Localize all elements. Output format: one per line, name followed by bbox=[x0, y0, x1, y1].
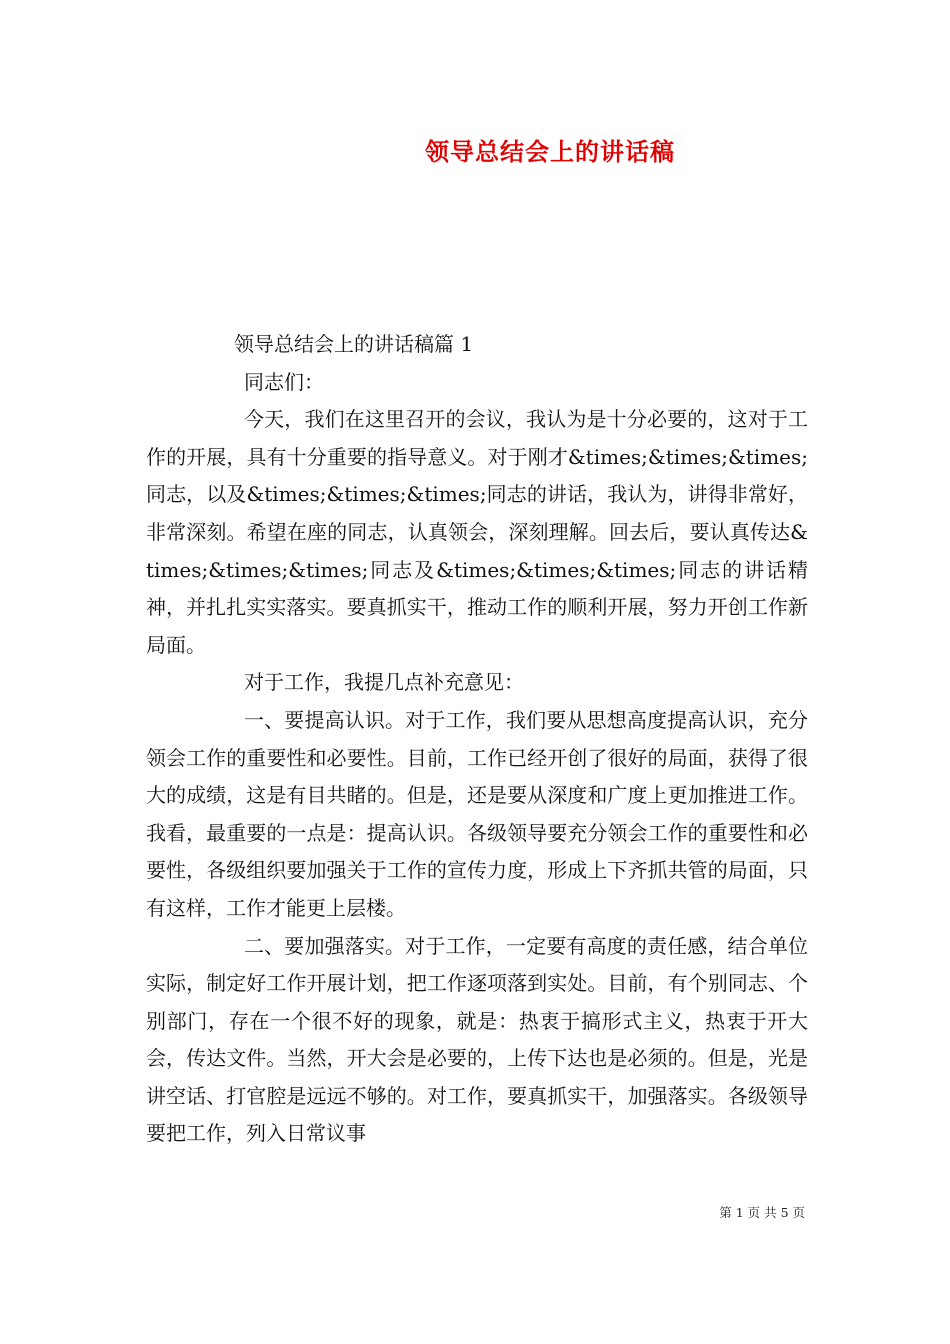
document-body bbox=[146, 326, 808, 1153]
paragraph-point-one: 一、要提高认识。对于工作，我们要从思想高度提高认识，充分领会工作的重要性和必要性。目前，工作已经开创了很好的局面，获得了很大的成绩，这是有目共睹的。但是，还是要从深度和广度上更加推进工作。我看，最重要的一点是：提高认识。各级领导要充分领会工作的重要性和必要性，各级组织要加强关于工作的宣传力度，形成上下齐抓共管的局面，只有这样，工作才能更上层楼。 bbox=[146, 707, 808, 920]
page-number: 第 1 页 共 5 页 bbox=[719, 1205, 805, 1220]
document-title: 领导总结会上的讲话稿 bbox=[425, 137, 675, 166]
paragraph-point-two: 二、要加强落实。对于工作，一定要有高度的责任感，结合单位实际，制定好工作开展计划，把工作逐项落到实处。目前，有个别同志、个别部门，存在一个很不好的现象，就是：热衷于搞形式主义，热衷于开大会，传达文件。当然，开大会是必要的，上传下达也是必须的。但是，光是讲空话、打官腔是远远不够的。对工作，要真抓实干，加强落实。各级领导要把工作，列入日常议事 bbox=[146, 933, 808, 1146]
paragraph-intro-points: 对于工作，我提几点补充意见： bbox=[244, 670, 524, 695]
paragraph-opening: 今天，我们在这里召开的会议，我认为是十分必要的，这对于工作的开展，具有十分重要的指导意义。对于刚才&times;&times;&times;同志，以及&times;&times;&times;同志的讲话，我认为，讲得非常好，非常深刻。希望在座的同志，认真领会，深刻理解。回去后，要认真传达&times;&times;&times;同志及&times;&times;&times;同志的讲话精神，并扎扎实实落实。要真抓实干，推动工作的顺利开展，努力开创工作新局面。 bbox=[146, 407, 808, 657]
salutation: 同志们： bbox=[244, 369, 324, 394]
section-heading: 领导总结会上的讲话稿篇 1 bbox=[234, 332, 474, 356]
